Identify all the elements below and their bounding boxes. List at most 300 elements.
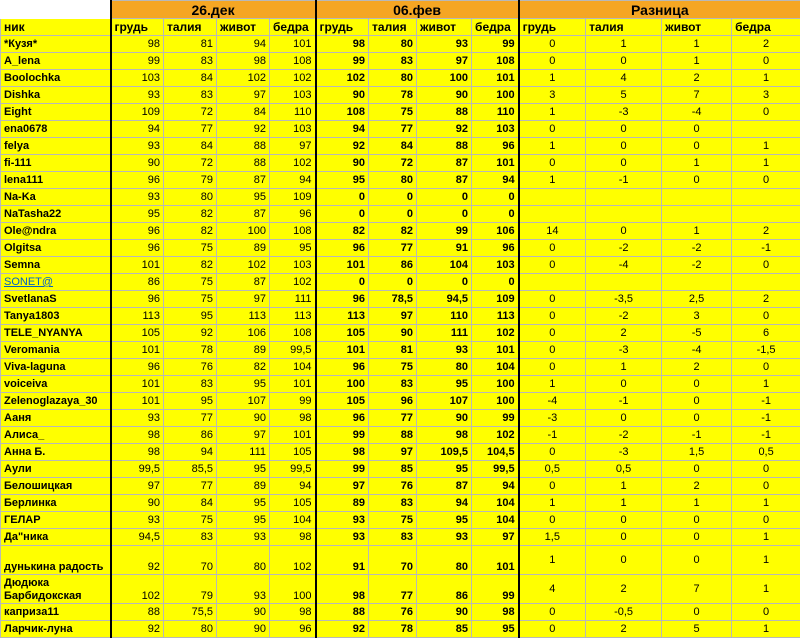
value-cell-feb06: 80 xyxy=(369,70,417,87)
value-cell-dec26: 77 xyxy=(164,410,217,427)
difference-cell: 2 xyxy=(732,291,800,308)
value-cell-dec26: 96 xyxy=(270,621,316,638)
nick-cell: TELE_NYANYA xyxy=(1,325,111,342)
difference-cell: 1,5 xyxy=(519,529,586,546)
value-cell-feb06: 100 xyxy=(472,393,519,410)
value-cell-dec26: 90 xyxy=(217,604,270,621)
difference-cell: 2 xyxy=(586,325,662,342)
value-cell-dec26: 102 xyxy=(217,257,270,274)
value-cell-feb06: 82 xyxy=(369,223,417,240)
table-row xyxy=(1,575,800,604)
value-cell-dec26: 75 xyxy=(164,274,217,291)
value-cell-dec26: 102 xyxy=(270,546,316,575)
value-cell-dec26: 90 xyxy=(217,621,270,638)
corner-cell xyxy=(1,1,111,19)
nick-cell: *Кузя* xyxy=(1,36,111,53)
table-body xyxy=(1,36,800,638)
value-cell-dec26: 96 xyxy=(111,172,164,189)
column-header: бедра xyxy=(270,19,316,36)
difference-cell: 0 xyxy=(519,325,586,342)
difference-cell: 0 xyxy=(732,359,800,376)
value-cell-dec26: 102 xyxy=(270,155,316,172)
table-row xyxy=(1,427,800,444)
value-cell-dec26: 101 xyxy=(270,36,316,53)
value-cell-dec26: 81 xyxy=(164,36,217,53)
value-cell-dec26: 99 xyxy=(111,53,164,70)
value-cell-feb06: 93 xyxy=(417,36,472,53)
difference-cell: 0 xyxy=(662,410,732,427)
difference-cell: 0 xyxy=(519,308,586,325)
value-cell-dec26: 94 xyxy=(164,444,217,461)
nick-cell: Анна Б. xyxy=(1,444,111,461)
value-cell-dec26: 75 xyxy=(164,291,217,308)
value-cell-dec26: 72 xyxy=(164,104,217,121)
value-cell-dec26: 83 xyxy=(164,87,217,104)
value-cell-feb06: 111 xyxy=(417,325,472,342)
value-cell-dec26: 80 xyxy=(217,546,270,575)
difference-cell: 0 xyxy=(519,512,586,529)
value-cell-dec26: 100 xyxy=(270,575,316,604)
difference-cell: -4 xyxy=(662,104,732,121)
value-cell-feb06: 92 xyxy=(417,121,472,138)
value-cell-dec26: 90 xyxy=(217,410,270,427)
value-cell-feb06: 86 xyxy=(369,257,417,274)
value-cell-dec26: 111 xyxy=(270,291,316,308)
value-cell-feb06: 97 xyxy=(369,308,417,325)
difference-cell: 0 xyxy=(662,512,732,529)
value-cell-feb06: 0 xyxy=(369,206,417,223)
date-header-second: 06.фев xyxy=(316,1,519,19)
value-cell-feb06: 93 xyxy=(316,529,369,546)
value-cell-feb06: 75 xyxy=(369,359,417,376)
table-row xyxy=(1,223,800,240)
difference-cell: 3 xyxy=(662,308,732,325)
value-cell-dec26: 75,5 xyxy=(164,604,217,621)
difference-cell: 2 xyxy=(586,621,662,638)
difference-cell: 1 xyxy=(732,529,800,546)
table-row xyxy=(1,512,800,529)
value-cell-dec26: 101 xyxy=(111,376,164,393)
value-cell-feb06: 104 xyxy=(472,512,519,529)
value-cell-feb06: 88 xyxy=(417,104,472,121)
difference-cell: 0 xyxy=(586,376,662,393)
value-cell-dec26: 102 xyxy=(111,575,164,604)
difference-cell: 0 xyxy=(586,53,662,70)
value-cell-feb06: 98 xyxy=(417,427,472,444)
table-row xyxy=(1,172,800,189)
difference-cell: -2 xyxy=(586,308,662,325)
value-cell-dec26: 75 xyxy=(164,512,217,529)
value-cell-dec26: 92 xyxy=(111,546,164,575)
nick-link[interactable]: SONET@ xyxy=(1,274,111,291)
value-cell-dec26: 86 xyxy=(164,427,217,444)
value-cell-dec26: 72 xyxy=(164,155,217,172)
value-cell-feb06: 0 xyxy=(369,189,417,206)
value-cell-dec26: 93 xyxy=(111,138,164,155)
difference-cell: -0,5 xyxy=(586,604,662,621)
nick-cell: Ааня xyxy=(1,410,111,427)
value-cell-feb06: 113 xyxy=(316,308,369,325)
difference-cell: -1 xyxy=(732,427,800,444)
value-cell-dec26: 80 xyxy=(164,621,217,638)
value-cell-dec26: 94,5 xyxy=(111,529,164,546)
value-cell-dec26: 110 xyxy=(270,104,316,121)
difference-cell: 7 xyxy=(662,87,732,104)
value-cell-feb06: 91 xyxy=(316,546,369,575)
value-cell-dec26: 75 xyxy=(164,240,217,257)
value-cell-dec26: 80 xyxy=(164,189,217,206)
column-header: грудь xyxy=(519,19,586,36)
value-cell-dec26: 95 xyxy=(270,240,316,257)
difference-cell: 1,5 xyxy=(662,444,732,461)
value-cell-feb06: 97 xyxy=(472,529,519,546)
value-cell-dec26: 99 xyxy=(270,393,316,410)
value-cell-dec26: 101 xyxy=(111,393,164,410)
table-row xyxy=(1,70,800,87)
table-row xyxy=(1,529,800,546)
value-cell-dec26: 94 xyxy=(270,478,316,495)
difference-cell: 1 xyxy=(732,575,800,604)
value-cell-dec26: 96 xyxy=(111,240,164,257)
table-row xyxy=(1,621,800,638)
value-cell-feb06: 75 xyxy=(369,512,417,529)
difference-cell: -3 xyxy=(586,342,662,359)
value-cell-dec26: 94 xyxy=(217,36,270,53)
value-cell-dec26: 97 xyxy=(217,87,270,104)
nick-cell: NaTasha22 xyxy=(1,206,111,223)
nick-cell: Да"ника xyxy=(1,529,111,546)
value-cell-dec26: 85,5 xyxy=(164,461,217,478)
table-row xyxy=(1,291,800,308)
difference-cell: 0 xyxy=(519,621,586,638)
difference-cell: 1 xyxy=(519,172,586,189)
value-cell-feb06: 77 xyxy=(369,575,417,604)
value-cell-dec26: 97 xyxy=(217,427,270,444)
value-cell-dec26: 82 xyxy=(164,223,217,240)
difference-cell: 0 xyxy=(519,155,586,172)
value-cell-dec26: 87 xyxy=(217,172,270,189)
difference-cell xyxy=(732,121,800,138)
difference-cell: 0 xyxy=(732,512,800,529)
value-cell-dec26: 84 xyxy=(217,104,270,121)
value-cell-dec26: 88 xyxy=(217,155,270,172)
difference-cell: 1 xyxy=(519,138,586,155)
value-cell-feb06: 77 xyxy=(369,240,417,257)
value-cell-dec26: 84 xyxy=(164,70,217,87)
difference-cell: 0 xyxy=(519,36,586,53)
difference-cell: 2 xyxy=(662,359,732,376)
value-cell-feb06: 0 xyxy=(316,206,369,223)
value-cell-feb06: 95 xyxy=(417,512,472,529)
value-cell-feb06: 95 xyxy=(417,376,472,393)
value-cell-feb06: 88 xyxy=(369,427,417,444)
value-cell-dec26: 95 xyxy=(217,376,270,393)
value-cell-dec26: 83 xyxy=(164,53,217,70)
nick-cell: fi-111 xyxy=(1,155,111,172)
value-cell-feb06: 94 xyxy=(472,478,519,495)
difference-cell: 2 xyxy=(732,223,800,240)
value-cell-feb06: 78 xyxy=(369,87,417,104)
table-row xyxy=(1,546,800,575)
difference-cell: -2 xyxy=(586,427,662,444)
value-cell-feb06: 98 xyxy=(316,36,369,53)
value-cell-feb06: 87 xyxy=(417,478,472,495)
value-cell-dec26: 92 xyxy=(217,121,270,138)
nick-cell: Veromania xyxy=(1,342,111,359)
value-cell-feb06: 78,5 xyxy=(369,291,417,308)
difference-cell: 1 xyxy=(519,495,586,512)
value-cell-dec26: 79 xyxy=(164,172,217,189)
value-cell-feb06: 96 xyxy=(369,393,417,410)
difference-cell: 1 xyxy=(732,138,800,155)
value-cell-feb06: 99,5 xyxy=(472,461,519,478)
value-cell-feb06: 76 xyxy=(369,478,417,495)
value-cell-feb06: 96 xyxy=(316,291,369,308)
difference-cell: 0,5 xyxy=(586,461,662,478)
value-cell-feb06: 96 xyxy=(316,359,369,376)
value-cell-dec26: 79 xyxy=(164,575,217,604)
difference-cell: 1 xyxy=(519,70,586,87)
nick-cell: Tanya1803 xyxy=(1,308,111,325)
value-cell-dec26: 92 xyxy=(111,621,164,638)
value-cell-feb06: 104,5 xyxy=(472,444,519,461)
value-cell-feb06: 90 xyxy=(417,410,472,427)
date-header-first: 26.дек xyxy=(111,1,316,19)
value-cell-dec26: 94 xyxy=(111,121,164,138)
value-cell-dec26: 95 xyxy=(217,495,270,512)
value-cell-dec26: 96 xyxy=(111,223,164,240)
difference-cell: 2 xyxy=(732,36,800,53)
difference-cell: 3 xyxy=(732,87,800,104)
value-cell-dec26: 95 xyxy=(164,393,217,410)
value-cell-dec26: 93 xyxy=(217,529,270,546)
difference-cell: 0 xyxy=(662,376,732,393)
value-cell-feb06: 83 xyxy=(369,529,417,546)
value-cell-feb06: 103 xyxy=(472,121,519,138)
difference-cell: -2 xyxy=(586,240,662,257)
value-cell-feb06: 97 xyxy=(417,53,472,70)
value-cell-dec26: 82 xyxy=(164,206,217,223)
value-cell-feb06: 0 xyxy=(369,274,417,291)
column-header-row xyxy=(1,19,800,36)
value-cell-dec26: 96 xyxy=(270,206,316,223)
difference-cell: 0 xyxy=(586,155,662,172)
column-header: грудь xyxy=(316,19,369,36)
nick-cell: lena111 xyxy=(1,172,111,189)
value-cell-feb06: 105 xyxy=(316,325,369,342)
value-cell-dec26: 88 xyxy=(111,604,164,621)
value-cell-feb06: 110 xyxy=(417,308,472,325)
value-cell-feb06: 94 xyxy=(472,172,519,189)
value-cell-dec26: 106 xyxy=(217,325,270,342)
difference-cell: 0,5 xyxy=(519,461,586,478)
column-header: талия xyxy=(586,19,662,36)
nick-cell: felya xyxy=(1,138,111,155)
nick-cell: Берлинка xyxy=(1,495,111,512)
difference-cell: -4 xyxy=(519,393,586,410)
value-cell-dec26: 102 xyxy=(270,70,316,87)
value-cell-dec26: 89 xyxy=(217,478,270,495)
value-cell-dec26: 108 xyxy=(270,223,316,240)
difference-cell xyxy=(519,206,586,223)
value-cell-dec26: 93 xyxy=(111,87,164,104)
difference-cell: -3 xyxy=(586,444,662,461)
nick-cell: Дюдюка Барбидокская xyxy=(1,575,111,604)
difference-cell: 0 xyxy=(519,444,586,461)
table-row xyxy=(1,87,800,104)
nick-cell: voiceiva xyxy=(1,376,111,393)
nick-cell: SvetlanaS xyxy=(1,291,111,308)
difference-cell: 14 xyxy=(519,223,586,240)
value-cell-dec26: 101 xyxy=(111,257,164,274)
value-cell-feb06: 110 xyxy=(472,104,519,121)
difference-cell: -1 xyxy=(586,393,662,410)
value-cell-feb06: 77 xyxy=(369,410,417,427)
nick-cell: ena0678 xyxy=(1,121,111,138)
difference-cell: 0 xyxy=(732,104,800,121)
value-cell-feb06: 78 xyxy=(369,621,417,638)
value-cell-feb06: 86 xyxy=(417,575,472,604)
value-cell-feb06: 108 xyxy=(472,53,519,70)
value-cell-dec26: 95 xyxy=(111,206,164,223)
difference-cell: 0 xyxy=(586,512,662,529)
value-cell-dec26: 93 xyxy=(111,189,164,206)
table-row xyxy=(1,604,800,621)
value-cell-dec26: 105 xyxy=(111,325,164,342)
difference-cell: 0 xyxy=(519,53,586,70)
column-header: талия xyxy=(369,19,417,36)
difference-cell: 1 xyxy=(732,70,800,87)
nick-cell: Dishka xyxy=(1,87,111,104)
value-cell-feb06: 97 xyxy=(369,444,417,461)
difference-cell xyxy=(732,206,800,223)
value-cell-dec26: 98 xyxy=(270,604,316,621)
difference-cell: 0 xyxy=(586,529,662,546)
difference-cell xyxy=(732,189,800,206)
value-cell-dec26: 89 xyxy=(217,240,270,257)
nick-cell: Аули xyxy=(1,461,111,478)
difference-cell: -4 xyxy=(586,257,662,274)
table-row xyxy=(1,189,800,206)
value-cell-dec26: 98 xyxy=(111,427,164,444)
value-cell-feb06: 95 xyxy=(316,172,369,189)
value-cell-feb06: 90 xyxy=(417,604,472,621)
value-cell-dec26: 108 xyxy=(270,53,316,70)
value-cell-dec26: 101 xyxy=(270,376,316,393)
value-cell-dec26: 94 xyxy=(270,172,316,189)
value-cell-feb06: 108 xyxy=(316,104,369,121)
difference-cell: 1 xyxy=(519,104,586,121)
difference-cell: 5 xyxy=(586,87,662,104)
column-header-nick: ник xyxy=(1,19,111,36)
value-cell-dec26: 82 xyxy=(164,257,217,274)
value-cell-feb06: 80 xyxy=(369,172,417,189)
value-cell-feb06: 90 xyxy=(417,87,472,104)
value-cell-feb06: 95 xyxy=(417,461,472,478)
difference-cell: 0 xyxy=(586,121,662,138)
difference-cell: 1 xyxy=(586,36,662,53)
value-cell-feb06: 98 xyxy=(316,575,369,604)
difference-cell: -1,5 xyxy=(732,342,800,359)
value-cell-feb06: 83 xyxy=(369,376,417,393)
nick-cell: A_lena xyxy=(1,53,111,70)
value-cell-feb06: 99 xyxy=(316,461,369,478)
difference-cell: 0 xyxy=(519,257,586,274)
value-cell-feb06: 88 xyxy=(417,138,472,155)
difference-cell: 1 xyxy=(586,495,662,512)
nick-cell: дунькина радость xyxy=(1,546,111,575)
value-cell-dec26: 103 xyxy=(270,87,316,104)
nick-cell: ГЕЛАР xyxy=(1,512,111,529)
value-cell-dec26: 88 xyxy=(217,138,270,155)
value-cell-feb06: 100 xyxy=(472,376,519,393)
difference-cell: -1 xyxy=(732,410,800,427)
difference-cell: 0 xyxy=(662,121,732,138)
value-cell-dec26: 101 xyxy=(111,342,164,359)
value-cell-dec26: 98 xyxy=(217,53,270,70)
value-cell-dec26: 96 xyxy=(111,359,164,376)
difference-cell: -1 xyxy=(519,427,586,444)
value-cell-feb06: 102 xyxy=(316,70,369,87)
difference-cell xyxy=(586,206,662,223)
value-cell-feb06: 70 xyxy=(369,546,417,575)
value-cell-dec26: 99,5 xyxy=(270,342,316,359)
value-cell-feb06: 83 xyxy=(369,495,417,512)
value-cell-feb06: 96 xyxy=(472,138,519,155)
value-cell-feb06: 103 xyxy=(472,257,519,274)
difference-cell xyxy=(662,189,732,206)
difference-cell: 0 xyxy=(732,604,800,621)
table-row xyxy=(1,240,800,257)
value-cell-feb06: 92 xyxy=(316,621,369,638)
value-cell-dec26: 105 xyxy=(270,444,316,461)
value-cell-feb06: 0 xyxy=(472,206,519,223)
value-cell-feb06: 0 xyxy=(472,189,519,206)
difference-cell: 1 xyxy=(662,223,732,240)
table-row xyxy=(1,257,800,274)
value-cell-dec26: 101 xyxy=(270,427,316,444)
value-cell-feb06: 101 xyxy=(316,342,369,359)
value-cell-feb06: 107 xyxy=(417,393,472,410)
difference-cell: 0 xyxy=(662,393,732,410)
table-row xyxy=(1,359,800,376)
table-row xyxy=(1,376,800,393)
value-cell-dec26: 98 xyxy=(111,444,164,461)
value-cell-dec26: 87 xyxy=(217,206,270,223)
table-row xyxy=(1,274,800,291)
difference-cell: -1 xyxy=(586,172,662,189)
value-cell-feb06: 106 xyxy=(472,223,519,240)
difference-cell: 1 xyxy=(586,359,662,376)
value-cell-dec26: 77 xyxy=(164,478,217,495)
value-cell-dec26: 97 xyxy=(111,478,164,495)
value-cell-feb06: 90 xyxy=(316,155,369,172)
table-row xyxy=(1,104,800,121)
difference-cell: 6 xyxy=(732,325,800,342)
value-cell-dec26: 87 xyxy=(217,274,270,291)
difference-cell: 0 xyxy=(732,461,800,478)
value-cell-feb06: 81 xyxy=(369,342,417,359)
value-cell-feb06: 102 xyxy=(472,325,519,342)
value-cell-feb06: 104 xyxy=(472,495,519,512)
value-cell-feb06: 96 xyxy=(472,240,519,257)
difference-cell: -2 xyxy=(662,240,732,257)
difference-cell xyxy=(732,274,800,291)
table-row xyxy=(1,478,800,495)
difference-cell: 0,5 xyxy=(732,444,800,461)
value-cell-feb06: 92 xyxy=(316,138,369,155)
column-header: живот xyxy=(417,19,472,36)
